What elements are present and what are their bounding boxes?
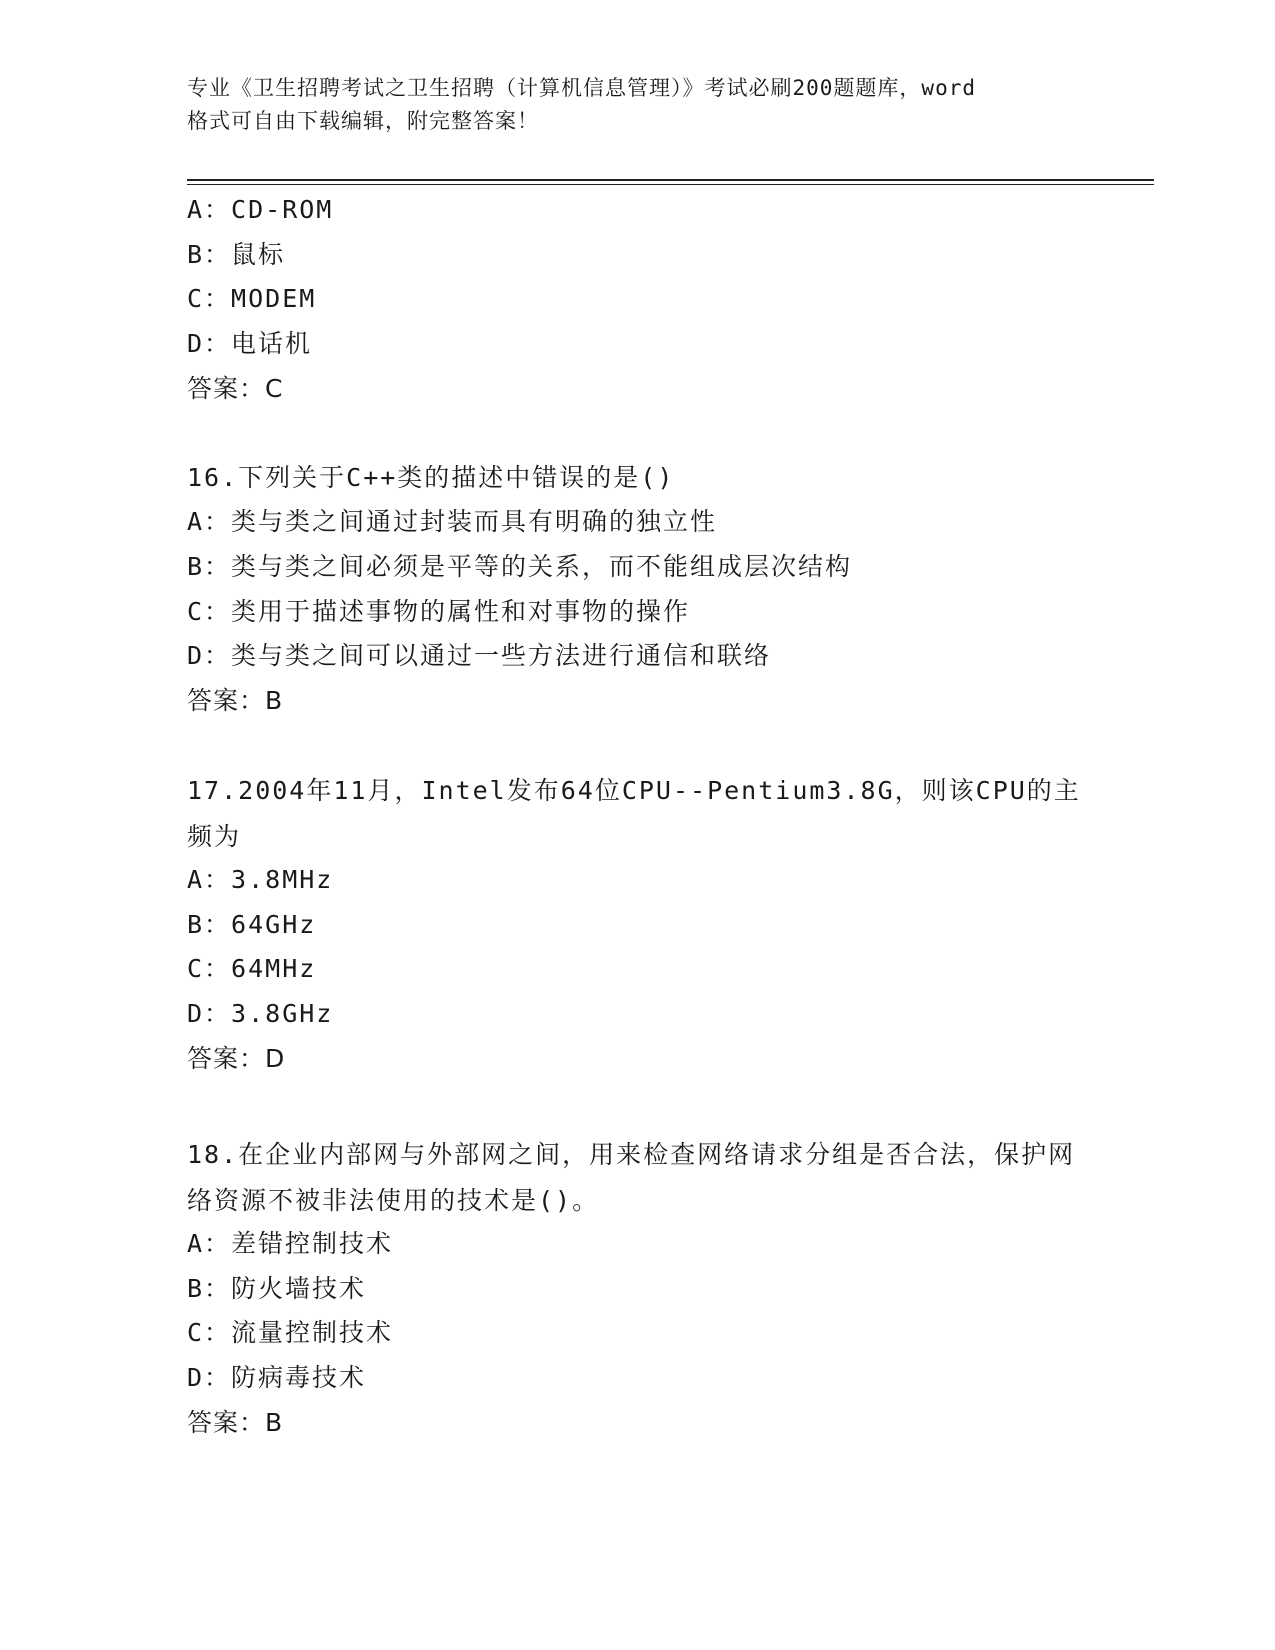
q15-option-d: D：电话机 [187, 329, 313, 358]
q18-option-b: B：防火墙技术 [187, 1274, 367, 1303]
q15-option-b: B：鼠标 [187, 240, 286, 269]
q16-option-c: C：类用于描述事物的属性和对事物的操作 [187, 597, 691, 626]
q17-question: 17.2004年11月，Intel发布64位CPU--Pentium3.8G，则该CPU的主频为 [187, 776, 1081, 851]
q16-option-b: B：类与类之间必须是平等的关系，而不能组成层次结构 [187, 552, 853, 581]
q17-option-c: C：64MHz [187, 954, 317, 983]
q17-answer: 答案：D [187, 1044, 286, 1073]
q17-option-b: B：64GHz [187, 910, 317, 939]
q17-option-d: D：3.8GHz [187, 999, 334, 1028]
q18-option-c: C：流量控制技术 [187, 1318, 394, 1347]
q18-answer: 答案：B [187, 1408, 284, 1437]
document-header [187, 72, 1087, 138]
q17-option-a: A：3.8MHz [187, 865, 334, 894]
q15-option-c: C：MODEM [187, 284, 317, 313]
q15-answer: 答案：C [187, 374, 284, 403]
q18-option-d: D：防病毒技术 [187, 1363, 367, 1392]
header-divider-thin [187, 184, 1154, 185]
q16-question: 16.下列关于C++类的描述中错误的是() [187, 463, 675, 492]
q18-option-a: A：差错控制技术 [187, 1229, 394, 1258]
header-title-line-2: 格式可自由下载编辑，附完整答案！ [187, 109, 539, 133]
q15-option-a: A：CD-ROM [187, 195, 334, 224]
q16-option-d: D：类与类之间可以通过一些方法进行通信和联络 [187, 641, 772, 670]
q16-answer: 答案：B [187, 686, 284, 715]
q16-option-a: A：类与类之间通过封装而具有明确的独立性 [187, 507, 718, 536]
q18-question: 18.在企业内部网与外部网之间，用来检查网络请求分组是否合法，保护网络资源不被非法使用的技术是()。 [187, 1140, 1076, 1215]
header-title-line-1: 专业《卫生招聘考试之卫生招聘（计算机信息管理）》考试必刷200题题库，word [187, 76, 976, 100]
header-divider-thick [187, 179, 1154, 181]
